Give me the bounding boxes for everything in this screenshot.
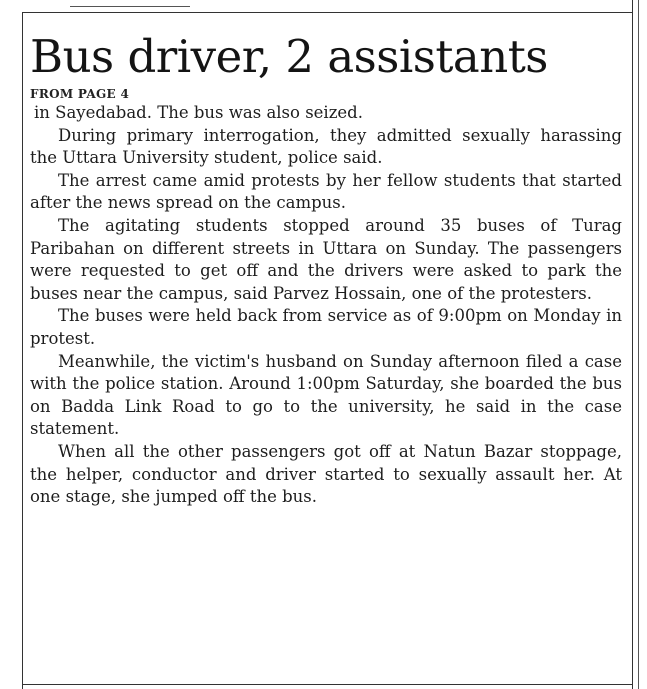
- top-column-rule: [22, 12, 633, 13]
- article-paragraph-2: During primary interrogation, they admitted sexually harassing the Uttara University student, police said.: [30, 125, 622, 168]
- bottom-column-rule: [22, 684, 633, 685]
- news-article: [30, 28, 622, 509]
- article-paragraph-4: The agitating students stopped around 35 buses of Turag Paribahan on different streets in Uttara on Sunday. The passengers were requested to get off and the drivers were asked to park the buses near the campus, said Parvez Hossain, one of the protesters.: [30, 215, 622, 303]
- clipped-top-column: [70, 0, 190, 7]
- article-paragraph-7: When all the other passengers got off at Natun Bazar stoppage, the helper, conductor and driver started to sexually assault her. At one stage, she jumped off the bus.: [30, 441, 622, 507]
- article-headline: Bus driver, 2 assistants: [30, 30, 548, 83]
- article-paragraph-6: Meanwhile, the victim's husband on Sunday afternoon filed a case with the police station. Around 1:00pm Saturday, she boarded the bus on Badda Link Road to go to the university, he said in the case statement.: [30, 351, 622, 439]
- right-edge-rule: [638, 0, 639, 689]
- jump-line: FROM PAGE 4: [30, 87, 130, 101]
- article-body: [30, 102, 622, 509]
- article-paragraph-3: The arrest came amid protests by her fellow students that started after the news spread on the campus.: [30, 170, 622, 213]
- right-column-rule: [632, 0, 633, 689]
- article-paragraph-5: The buses were held back from service as of 9:00pm on Monday in protest.: [30, 306, 622, 348]
- left-column-rule: [22, 12, 23, 689]
- article-paragraph-1: in Sayedabad. The bus was also seized.: [34, 103, 363, 122]
